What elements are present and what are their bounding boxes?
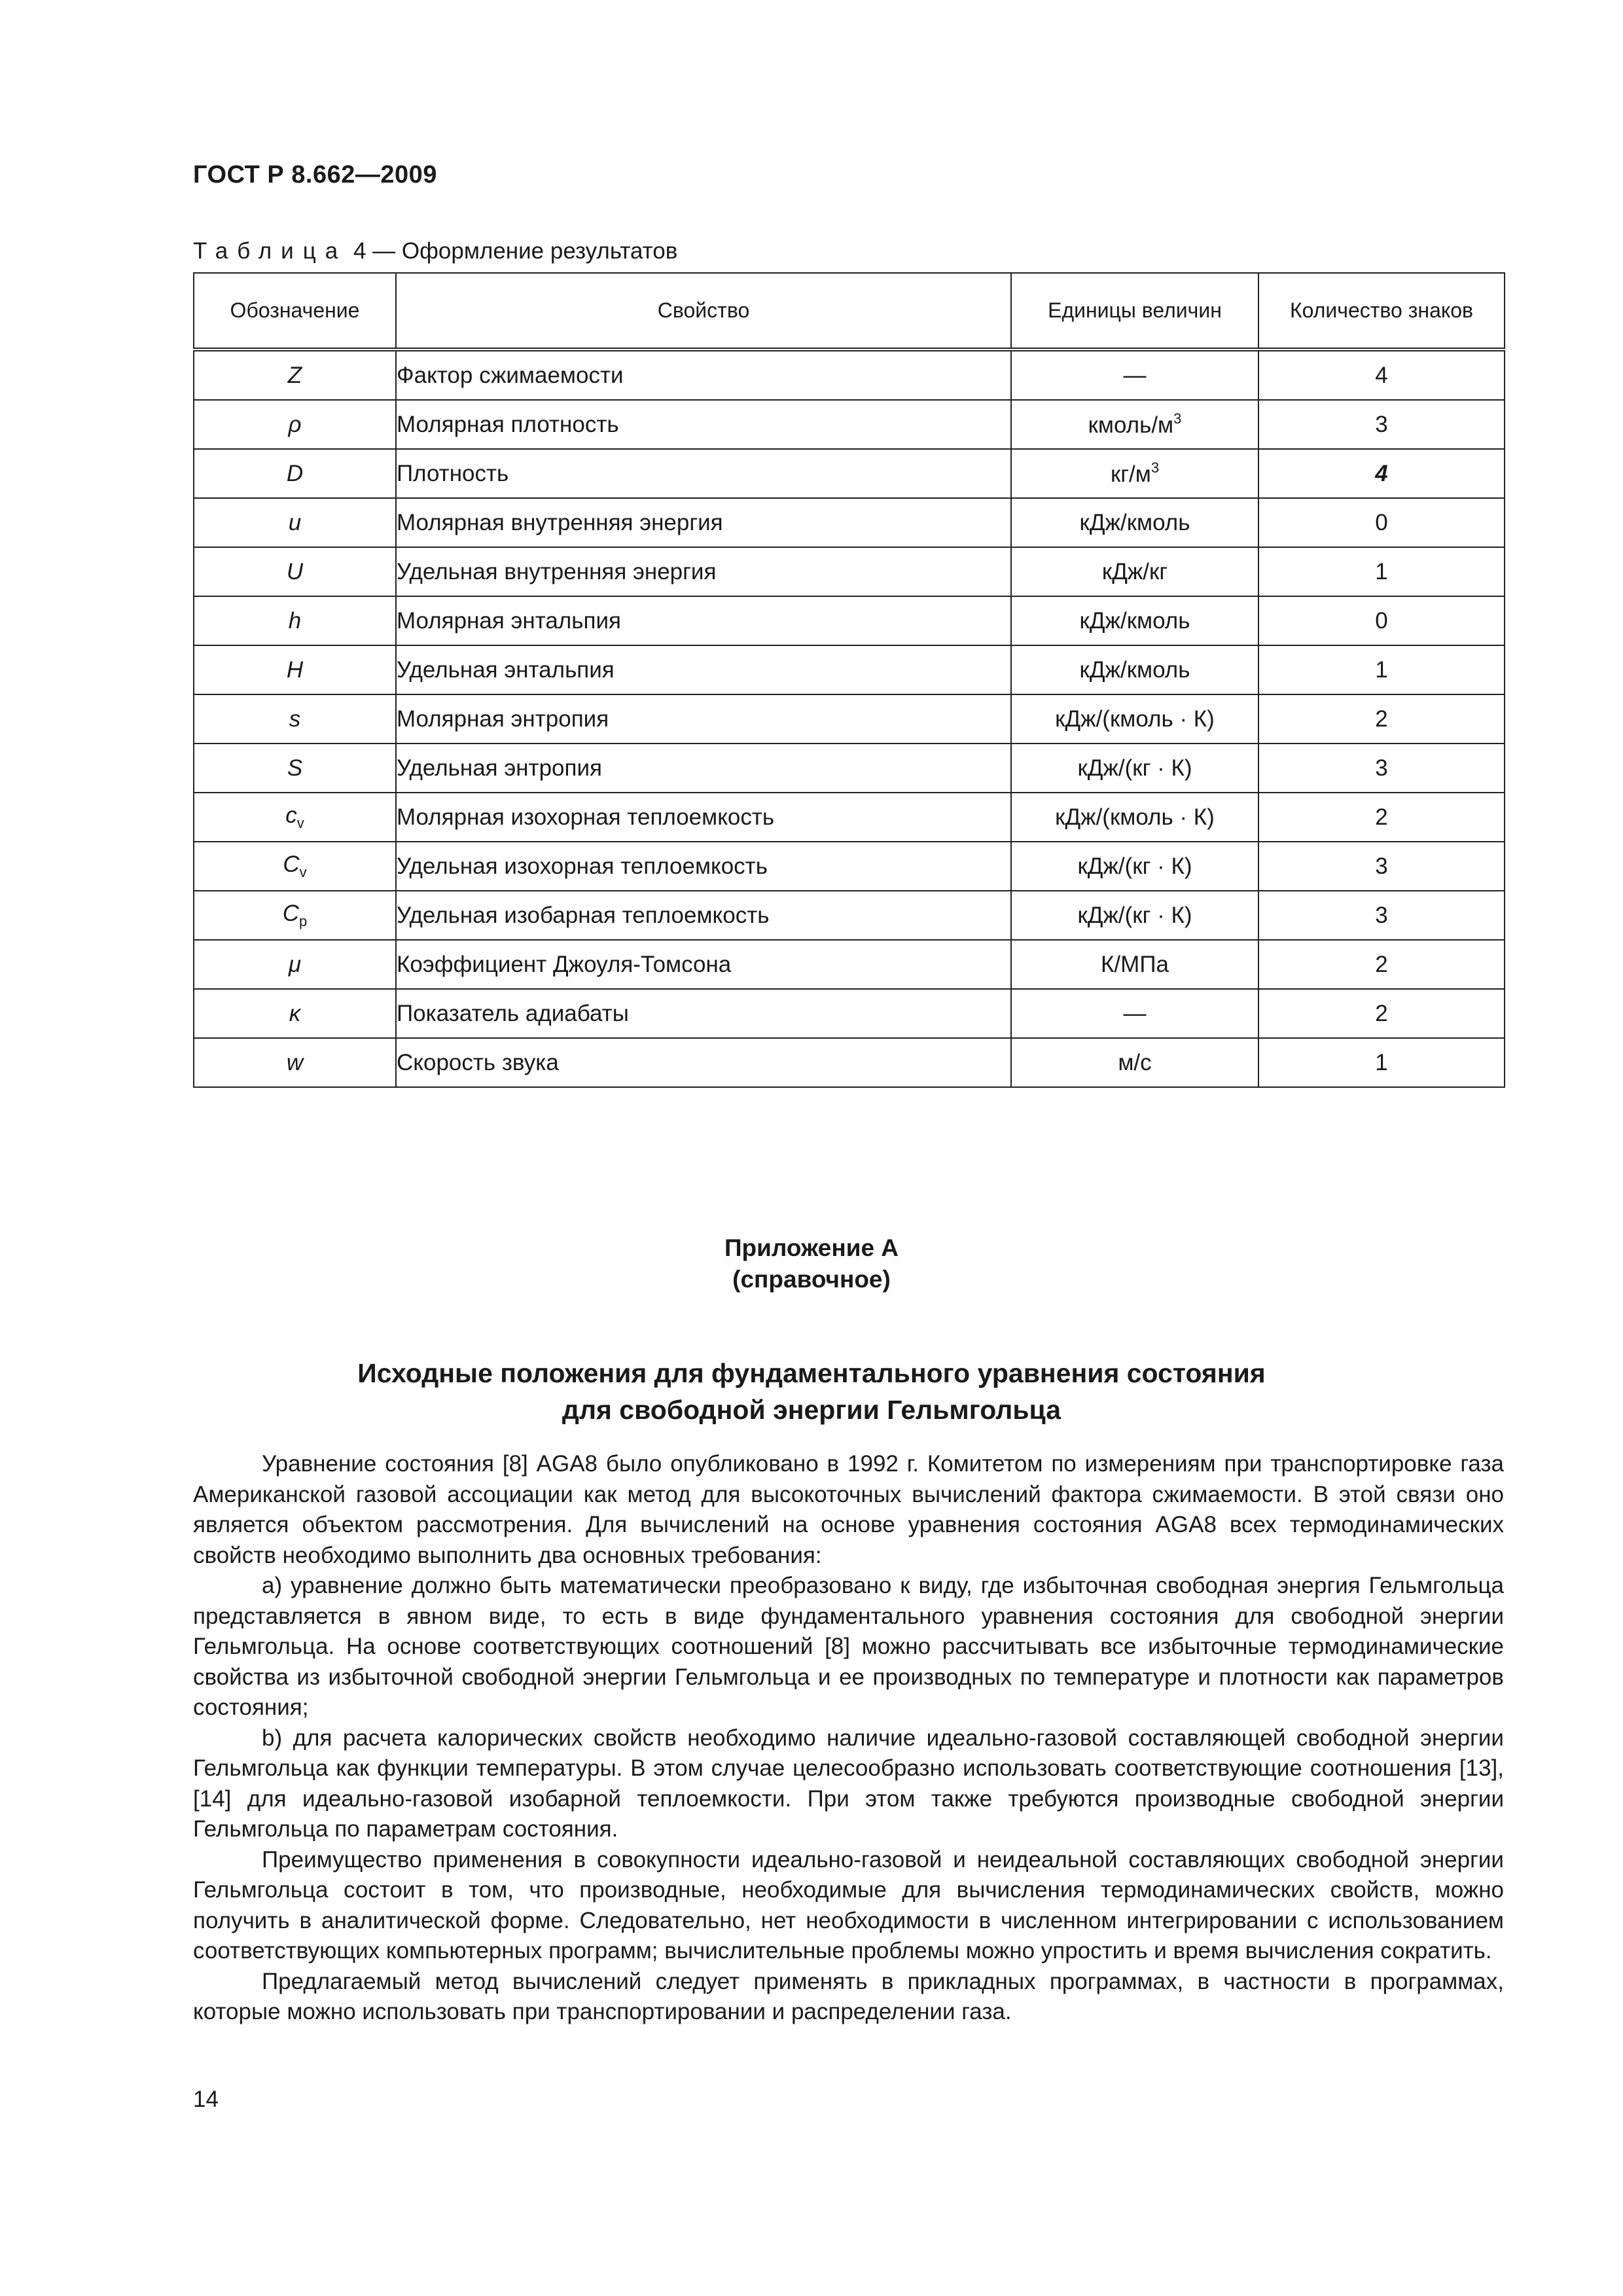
unit-text: кг/м (1110, 461, 1151, 487)
symbol-text: μ (288, 951, 302, 977)
table-caption-number: 4 (353, 238, 366, 264)
cell-symbol (194, 842, 396, 891)
symbol-text: κ (289, 1000, 301, 1026)
appendix-title-line-1: Исходные положения для фундаментального уравнения состояния (357, 1358, 1266, 1388)
cell-property: Удельная энтропия (396, 744, 1011, 793)
cell-property: Молярная изохорная теплоемкость (396, 793, 1011, 842)
cell-unit (1011, 940, 1258, 989)
symbol-text: U (286, 558, 304, 584)
table-row (194, 449, 1505, 498)
cell-digits: 3 (1258, 891, 1505, 940)
cell-property: Молярная плотность (396, 400, 1011, 449)
appendix-label: Приложение А (724, 1234, 899, 1261)
cell-symbol (194, 891, 396, 940)
cell-unit (1011, 744, 1258, 793)
cell-unit (1011, 842, 1258, 891)
cell-symbol (194, 744, 396, 793)
symbol-subscript: v (296, 815, 304, 831)
cell-digits: 3 (1258, 400, 1505, 449)
paragraph-application: Предлагаемый метод вычислений следует применять в прикладных программах, в частности в программах, которые можно использовать при транспортировании и распределении газа. (193, 1968, 1504, 2024)
symbol-text: h (288, 607, 302, 634)
cell-unit (1011, 891, 1258, 940)
unit-text: кДж/(кг · К) (1077, 902, 1192, 928)
cell-digits: 3 (1258, 842, 1505, 891)
cell-property: Удельная энтальпия (396, 645, 1011, 694)
table-row (194, 596, 1505, 645)
unit-text: кДж/кг (1101, 558, 1168, 584)
table-row (194, 498, 1505, 547)
cell-digits: 2 (1258, 793, 1505, 842)
unit-text: — (1123, 362, 1147, 388)
symbol-text: c (285, 802, 297, 828)
column-header-symbol: Обозначение (194, 273, 396, 350)
table-header-row (194, 273, 1505, 350)
symbol-subscript: p (299, 913, 308, 929)
unit-text: кДж/(кмоль · К) (1055, 804, 1215, 830)
unit-text: — (1123, 1000, 1147, 1026)
cell-digits: 1 (1258, 1038, 1505, 1087)
cell-symbol (194, 596, 396, 645)
table-row (194, 400, 1505, 449)
cell-digits: 0 (1258, 596, 1505, 645)
unit-text: кДж/кмоль (1079, 607, 1190, 634)
table-row (194, 940, 1505, 989)
cell-symbol (194, 940, 396, 989)
table-caption-label: Таблица (193, 238, 348, 264)
cell-property: Молярная внутренняя энергия (396, 498, 1011, 547)
unit-text: м/с (1118, 1049, 1152, 1075)
appendix-body (193, 1449, 1504, 2028)
unit-text: К/МПа (1101, 951, 1169, 977)
table-row (194, 744, 1505, 793)
column-header-units: Единицы величин (1011, 273, 1258, 350)
cell-digits: 1 (1258, 645, 1505, 694)
cell-digits: 0 (1258, 498, 1505, 547)
standard-header: ГОСТ Р 8.662—2009 (193, 161, 437, 188)
cell-symbol (194, 350, 396, 400)
symbol-subscript: v (299, 864, 307, 880)
cell-property: Удельная изобарная теплоемкость (396, 891, 1011, 940)
cell-symbol (194, 498, 396, 547)
table-row (194, 891, 1505, 940)
cell-unit (1011, 596, 1258, 645)
page-number: 14 (193, 2087, 219, 2112)
cell-property: Молярная энтальпия (396, 596, 1011, 645)
cell-digits: 2 (1258, 989, 1505, 1038)
cell-symbol (194, 547, 396, 596)
cell-symbol (194, 1038, 396, 1087)
cell-symbol (194, 793, 396, 842)
unit-superscript: 3 (1150, 459, 1160, 476)
cell-digits: 4 (1258, 350, 1505, 400)
cell-unit (1011, 645, 1258, 694)
table-caption-text: — Оформление результатов (372, 238, 678, 264)
cell-symbol (194, 449, 396, 498)
cell-unit (1011, 694, 1258, 744)
cell-property: Удельная внутренняя энергия (396, 547, 1011, 596)
cell-property: Фактор сжимаемости (396, 350, 1011, 400)
cell-property: Показатель адиабаты (396, 989, 1011, 1038)
table-row (194, 842, 1505, 891)
table-row (194, 350, 1505, 400)
appendix-kind: (справочное) (732, 1266, 891, 1293)
unit-text: кДж/(кг · К) (1077, 755, 1192, 781)
cell-unit (1011, 989, 1258, 1038)
cell-property: Молярная энтропия (396, 694, 1011, 744)
paragraph-intro: Уравнение состояния [8] AGA8 было опубликовано в 1992 г. Комитетом по измерениям при транспортировке газа Американской газовой ассоциации как метод для высокоточных вычислений фактора сжимаемости. В этой связи оно является объектом рассмотрения. Для вычислений на основе уравнения состояния AGA8 всех термодинамических свойств необходимо выполнить два основных требования: (193, 1451, 1504, 1568)
cell-unit (1011, 547, 1258, 596)
unit-text: кДж/(кмоль · К) (1055, 706, 1215, 732)
cell-unit (1011, 793, 1258, 842)
results-table (193, 272, 1505, 1088)
cell-symbol (194, 645, 396, 694)
symbol-text: s (289, 706, 301, 732)
cell-symbol (194, 400, 396, 449)
cell-digits: 2 (1258, 940, 1505, 989)
cell-digits: 1 (1258, 547, 1505, 596)
paragraph-requirement-a: а) уравнение должно быть математически преобразовано к виду, где избыточная свободная энергия Гельмгольца представляется в явном виде, то есть в виде фундаментального уравнения состояния для свободной энергии Гельмгольца. На основе соответствующих соотношений [8] можно рассчитывать все избыточные термодинамические свойства из избыточной свободной энергии Гельмгольца и ее производных по температуре и плотности как параметров состояния; (193, 1573, 1504, 1720)
appendix-title-line-2: для свободной энергии Гельмгольца (562, 1395, 1061, 1425)
cell-unit (1011, 350, 1258, 400)
cell-unit (1011, 1038, 1258, 1087)
column-header-digits: Количество знаков (1258, 273, 1505, 350)
cell-property: Плотность (396, 449, 1011, 498)
cell-digits: 2 (1258, 694, 1505, 744)
symbol-text: S (287, 755, 303, 781)
table-body (194, 350, 1505, 1087)
appendix-title (0, 1355, 1623, 1428)
cell-unit (1011, 400, 1258, 449)
table-row (194, 645, 1505, 694)
unit-text: кмоль/м (1088, 412, 1174, 438)
unit-text: кДж/кмоль (1079, 509, 1190, 535)
symbol-text: w (286, 1049, 304, 1075)
symbol-text: D (286, 460, 304, 486)
paragraph-advantage: Преимущество применения в совокупности идеально-газовой и неидеальной составляющих свободной энергии Гельмгольца состоит в том, что производные, необходимые для вычисления термодинамических свойств, можно получить в аналитической форме. Следовательно, нет необходимости в численном интегрировании с использованием соответствующих компьютерных программ; вычислительные проблемы можно упростить и время вычисления сократить. (193, 1846, 1504, 1964)
table-row (194, 547, 1505, 596)
symbol-text: H (286, 656, 304, 683)
table-row (194, 694, 1505, 744)
symbol-text: C (283, 852, 300, 877)
cell-symbol (194, 694, 396, 744)
table-caption (193, 238, 677, 264)
paragraph-requirement-b: b) для расчета калорических свойств необходимо наличие идеально-газовой составляющей свободной энергии Гельмгольца как функции температуры. В этом случае целесообразно использовать соответствующие соотношения [13], [14] для идеально-газовой изобарной теплоемкости. При этом также требуются производные свободной энергии Гельмгольца по параметрам состояния. (193, 1725, 1504, 1842)
cell-property: Коэффициент Джоуля-Томсона (396, 940, 1011, 989)
cell-property: Скорость звука (396, 1038, 1011, 1087)
cell-digits: 3 (1258, 744, 1505, 793)
table-row (194, 1038, 1505, 1087)
cell-unit (1011, 498, 1258, 547)
symbol-text: Z (287, 362, 302, 388)
column-header-property: Свойство (396, 273, 1011, 350)
unit-superscript: 3 (1173, 410, 1182, 427)
table-row (194, 793, 1505, 842)
unit-text: кДж/(кг · К) (1077, 853, 1192, 879)
cell-property: Удельная изохорная теплоемкость (396, 842, 1011, 891)
cell-symbol (194, 989, 396, 1038)
table-row (194, 989, 1505, 1038)
cell-digits: 4 (1258, 449, 1505, 498)
symbol-text: ρ (288, 411, 302, 437)
symbol-text: C (282, 901, 300, 926)
cell-unit (1011, 449, 1258, 498)
symbol-text: u (288, 509, 302, 535)
unit-text: кДж/кмоль (1079, 656, 1190, 683)
